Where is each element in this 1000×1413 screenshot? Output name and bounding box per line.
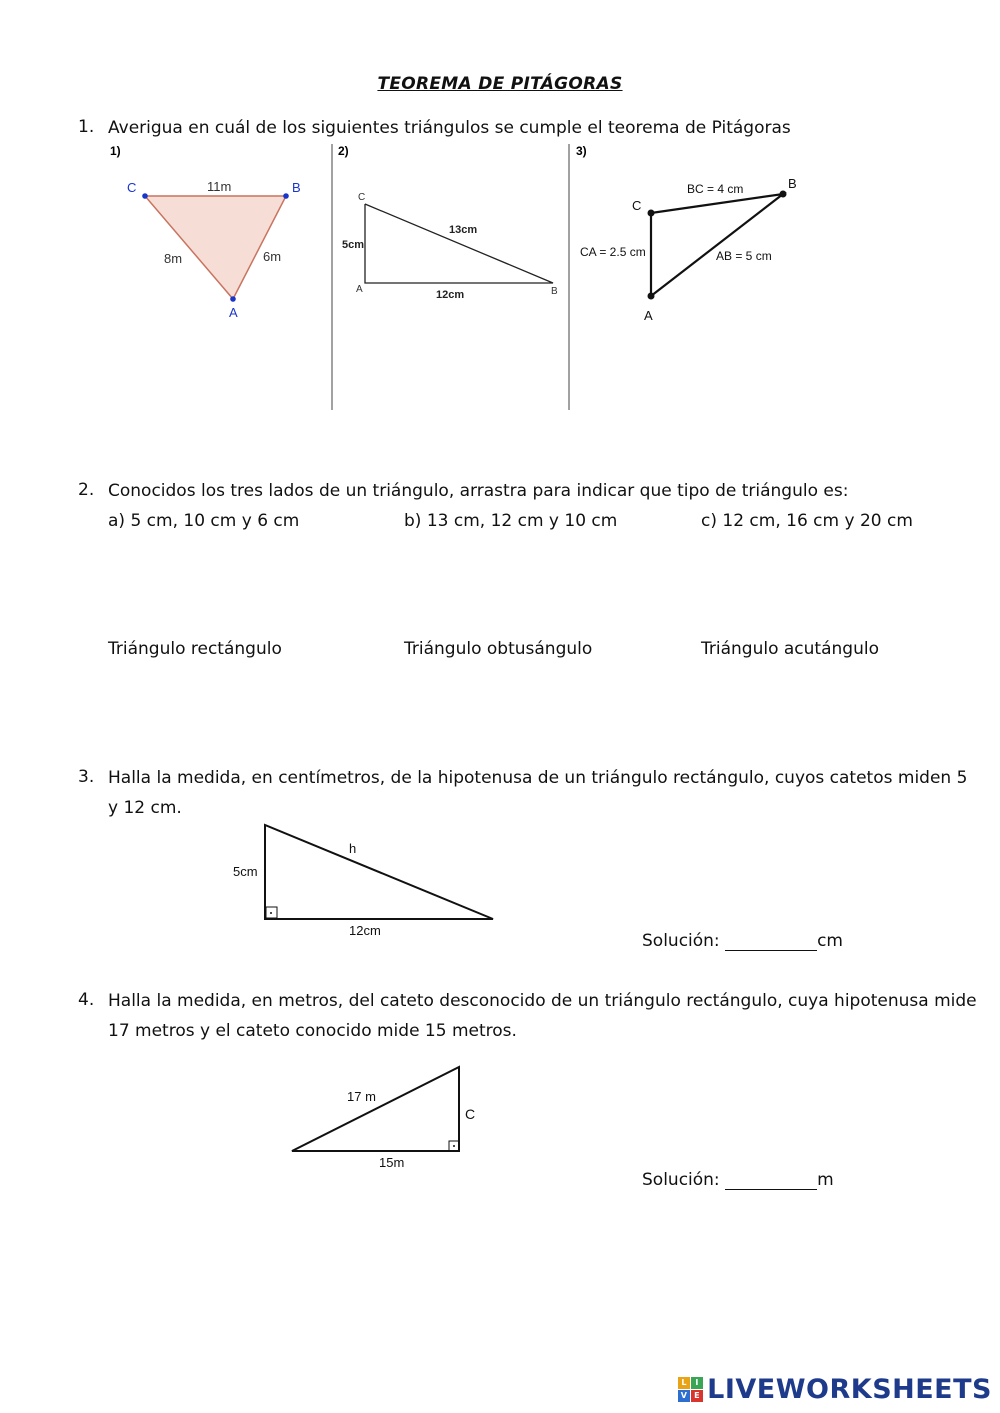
triangle-2-side: 5cm xyxy=(342,239,365,251)
question-3-line-1: Halla la medida, en centímetros, de la hipotenusa de un triángulo rectángulo, cuyos catetos miden 5 xyxy=(108,768,968,788)
question-4-line-1: Halla la medida, en metros, del cateto desconocido de un triángulo rectángulo, cuya hipotenusa mide xyxy=(108,991,977,1011)
q4-base-label: 15m xyxy=(379,1155,405,1170)
page-title: TEOREMA DE PITÁGORAS xyxy=(377,74,623,94)
question-4-solution xyxy=(642,1165,834,1195)
question-3-number: 3. xyxy=(78,767,95,787)
question-3-solution xyxy=(642,926,843,956)
liveworksheets-logo xyxy=(678,1374,992,1405)
logo-mark-icon: L I V E xyxy=(678,1377,703,1402)
triangle-3 xyxy=(580,176,797,323)
triangle-1-left-side: 8m xyxy=(164,251,183,266)
q4-side-label: C xyxy=(465,1106,476,1122)
option-c: c) 12 cm, 16 cm y 20 cm xyxy=(701,511,913,531)
solution-unit: cm xyxy=(817,931,843,951)
solution-label: Solución: xyxy=(642,931,726,951)
triangle-2 xyxy=(342,192,558,301)
question-4-figure xyxy=(280,1060,490,1175)
triangle-3-vertex-b: B xyxy=(788,176,797,191)
question-2-number: 2. xyxy=(78,480,95,500)
question-1-text: Averigua en cuál de los siguientes triángulos se cumple el teorema de Pitágoras xyxy=(108,118,791,138)
panel-1-label: 1) xyxy=(110,144,121,158)
option-b: b) 13 cm, 12 cm y 10 cm xyxy=(404,511,618,531)
triangle-2-base: 12cm xyxy=(436,289,465,301)
question-4-number: 4. xyxy=(78,990,95,1010)
panel-3-label: 3) xyxy=(576,144,587,158)
triangle-3-side-ab: AB = 5 cm xyxy=(716,249,772,263)
drag-item-rectangulo[interactable]: Triángulo rectángulo xyxy=(108,639,282,659)
q3-side-label: 5cm xyxy=(233,864,258,879)
solution-label: Solución: xyxy=(642,1170,726,1190)
triangle-1-vertex-b: B xyxy=(292,180,301,195)
option-a: a) 5 cm, 10 cm y 6 cm xyxy=(108,511,300,531)
drag-item-obtusangulo[interactable]: Triángulo obtusángulo xyxy=(404,639,593,659)
triangle-3-vertex-c: C xyxy=(632,198,642,213)
question-3-line-2: y 12 cm. xyxy=(108,798,182,818)
drag-item-acutangulo[interactable]: Triángulo acutángulo xyxy=(701,639,879,659)
question-4-line-2: 17 metros y el cateto conocido mide 15 metros. xyxy=(108,1021,517,1041)
triangle-1-vertex-c: C xyxy=(127,180,137,195)
panel-2-label: 2) xyxy=(338,144,349,158)
triangle-1-right-side: 6m xyxy=(263,249,282,264)
triangle-1-vertex-a: A xyxy=(229,305,238,320)
triangle-2-vertex-c: C xyxy=(358,192,366,203)
q3-base-label: 12cm xyxy=(349,923,381,938)
logo-text: LIVEWORKSHEETS xyxy=(707,1374,992,1405)
q4-hyp-label: 17 m xyxy=(347,1089,376,1104)
q3-hyp-label: h xyxy=(349,841,357,856)
question-1-number: 1. xyxy=(78,117,95,137)
triangle-3-vertex-a: A xyxy=(644,308,653,323)
triangle-3-side-ca: CA = 2.5 cm xyxy=(580,245,646,259)
solution-blank[interactable] xyxy=(725,1169,817,1190)
triangle-1-top-side: 11m xyxy=(207,179,232,194)
question-3-figure xyxy=(220,815,510,945)
triangle-2-hypotenuse: 13cm xyxy=(449,224,478,236)
triangle-2-vertex-a: A xyxy=(356,284,363,295)
solution-blank[interactable] xyxy=(725,930,817,951)
solution-unit: m xyxy=(817,1170,834,1190)
question-2-text: Conocidos los tres lados de un triángulo, arrastra para indicar que tipo de triángulo es: xyxy=(108,481,849,501)
triangle-1 xyxy=(127,179,301,320)
triangle-2-vertex-b: B xyxy=(551,286,558,297)
triangle-3-side-bc: BC = 4 cm xyxy=(687,182,744,196)
question-1-figures xyxy=(0,140,1000,420)
